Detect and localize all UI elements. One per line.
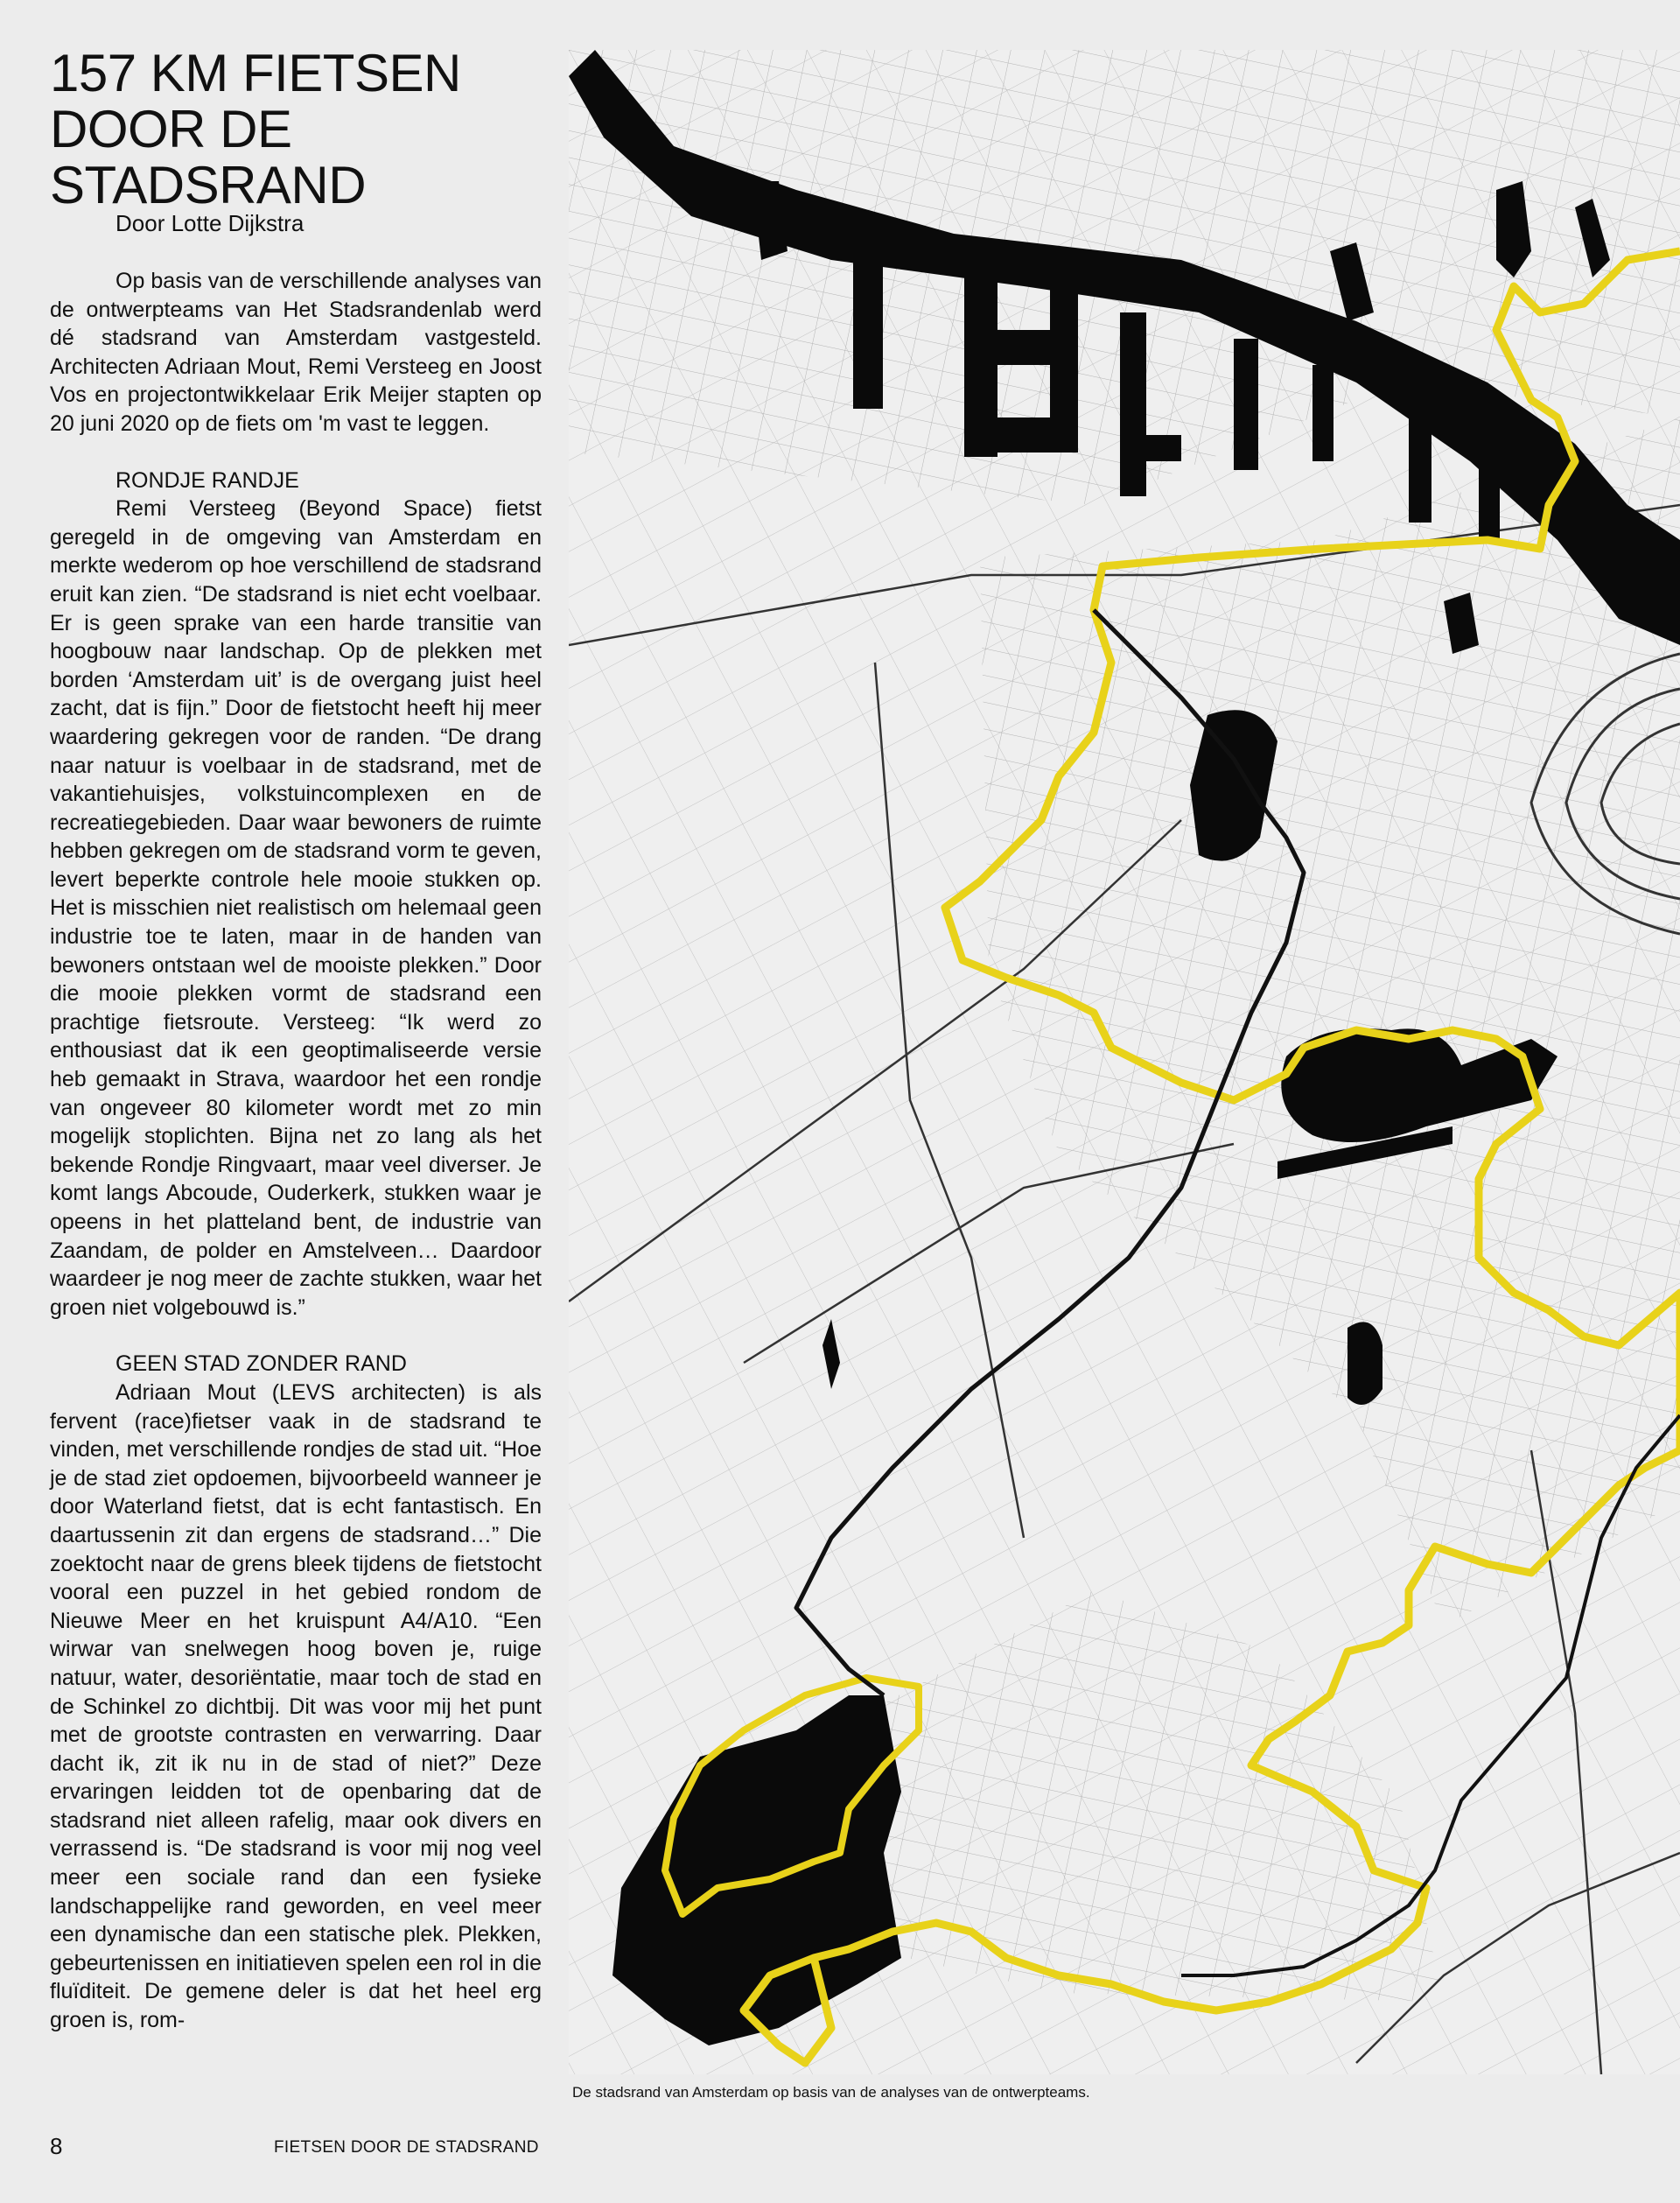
- title-line: STADSRAND: [50, 156, 367, 214]
- byline: Door Lotte Dijkstra: [116, 210, 304, 236]
- intro-paragraph: Op basis van de verschillende analyses van de ontwerpteams van Het Stadsrandenlab werd dé stadsrand van Amsterdam vastgesteld. Architecten Adriaan Mout, Remi Versteeg en Joost Vos en projectontwikkelaar Erik Meijer stapten op 20 juni 2020 op de fiets om 'm vast te leggen.: [50, 269, 542, 436]
- page-number: 8: [50, 2133, 63, 2159]
- title-line: DOOR DE: [50, 100, 292, 158]
- running-title: FIETSEN DOOR DE STADSRAND: [274, 2138, 539, 2157]
- article-body: [50, 267, 542, 2035]
- map-caption: De stadsrand van Amsterdam op basis van de analyses van de ontwerpteams.: [572, 2084, 1090, 2101]
- map-drawing: [569, 50, 1680, 2074]
- section-heading: RONDJE RANDJE: [116, 467, 299, 493]
- section-heading: GEEN STAD ZONDER RAND: [116, 1351, 407, 1377]
- section-paragraph: Remi Versteeg (Beyond Space) fietst geregeld in de omgeving van Amsterdam en merkte wederom op hoe verschillend de stadsrand eruit kan zien. “De stadsrand is niet echt voelbaar. Er is geen sprake van een harde transitie van hoogbouw naar landschap. Op de plekken met borden ‘Amsterdam uit’ is de overgang juist heel zacht, dat is fijn.” Door de fietstocht heeft hij meer waardering gekregen voor de randen. “De drang naar natuur is voelbaar in de stadsrand, met de vakantiehuisjes, volkstuincomplexen en de recreatiegebieden. Daar waar bewoners de ruimte hebben gekregen om de stadsrand vorm te geven, levert beperkte controle hele mooie stukken op. Het is misschien niet realistisch om helemaal geen industrie toe te laten, maar in de handen van bewoners ontstaan wel de mooiste plekken.” Door die mooie plekken vormt de stadsrand een prachtige fietsroute. Versteeg: “Ik werd zo enthousiast dat ik een geoptimaliseerde versie heb gemaakt in Strava, waardoor het een rondje van ongeveer 80 kilometer wordt met zo min mogelijk stoplichten. Bijna net zo lang als het bekende Rondje Ringvaart, maar veel diverser. Je komt langs Abcoude, Ouderkerk, stukken waar je opeens in het platteland bent, de industrie van Zaandam, de polder en Amstelveen… Daardoor waardeer je nog meer de zachte stukken, waar het groen niet volgebouwd is.”: [50, 496, 542, 1320]
- section-paragraph: Adriaan Mout (LEVS architecten) is als fervent (race)fietser vaak in de stadsrand te vinden, met verschillende rondjes de stad uit. “Hoe je de stad ziet opdoemen, bijvoorbeeld wanneer je door Waterland fietst, dat is echt fantastisch. En daartussenin zit dan ergens de stadsrand…” Die zoektocht naar de grens bleek tijdens de fietstocht vooral een puzzel in het gebied rondom de Nieuwe Meer en het kruispunt A4/A10. “Een wirwar van snelwegen hoog boven je, ruige natuur, water, desoriëntatie, maar toch de stad en de Schinkel zo dichtbij. Dit was voor mij het punt met de grootste contrasten en verwarring. Daar dacht ik, zit ik nu in de stad of niet?” Deze ervaringen leidden tot de openbaring dat de stadsrand niet alleen rafelig, maar ook divers en verrassend is. “De stadsrand is voor mij nog veel meer een sociale rand dan een fysieke landschappelijke rand geworden, en veel meer een dynamische dan een statische plek. Plekken, gebeurtenissen en initiatieven spelen een rol in die fluïditeit. De gemene deler is dat het heel erg groen is, rom-: [50, 1379, 542, 2033]
- city-edge-map: [569, 50, 1680, 2074]
- article-title: [50, 46, 540, 214]
- title-line: 157 KM FIETSEN: [50, 44, 461, 102]
